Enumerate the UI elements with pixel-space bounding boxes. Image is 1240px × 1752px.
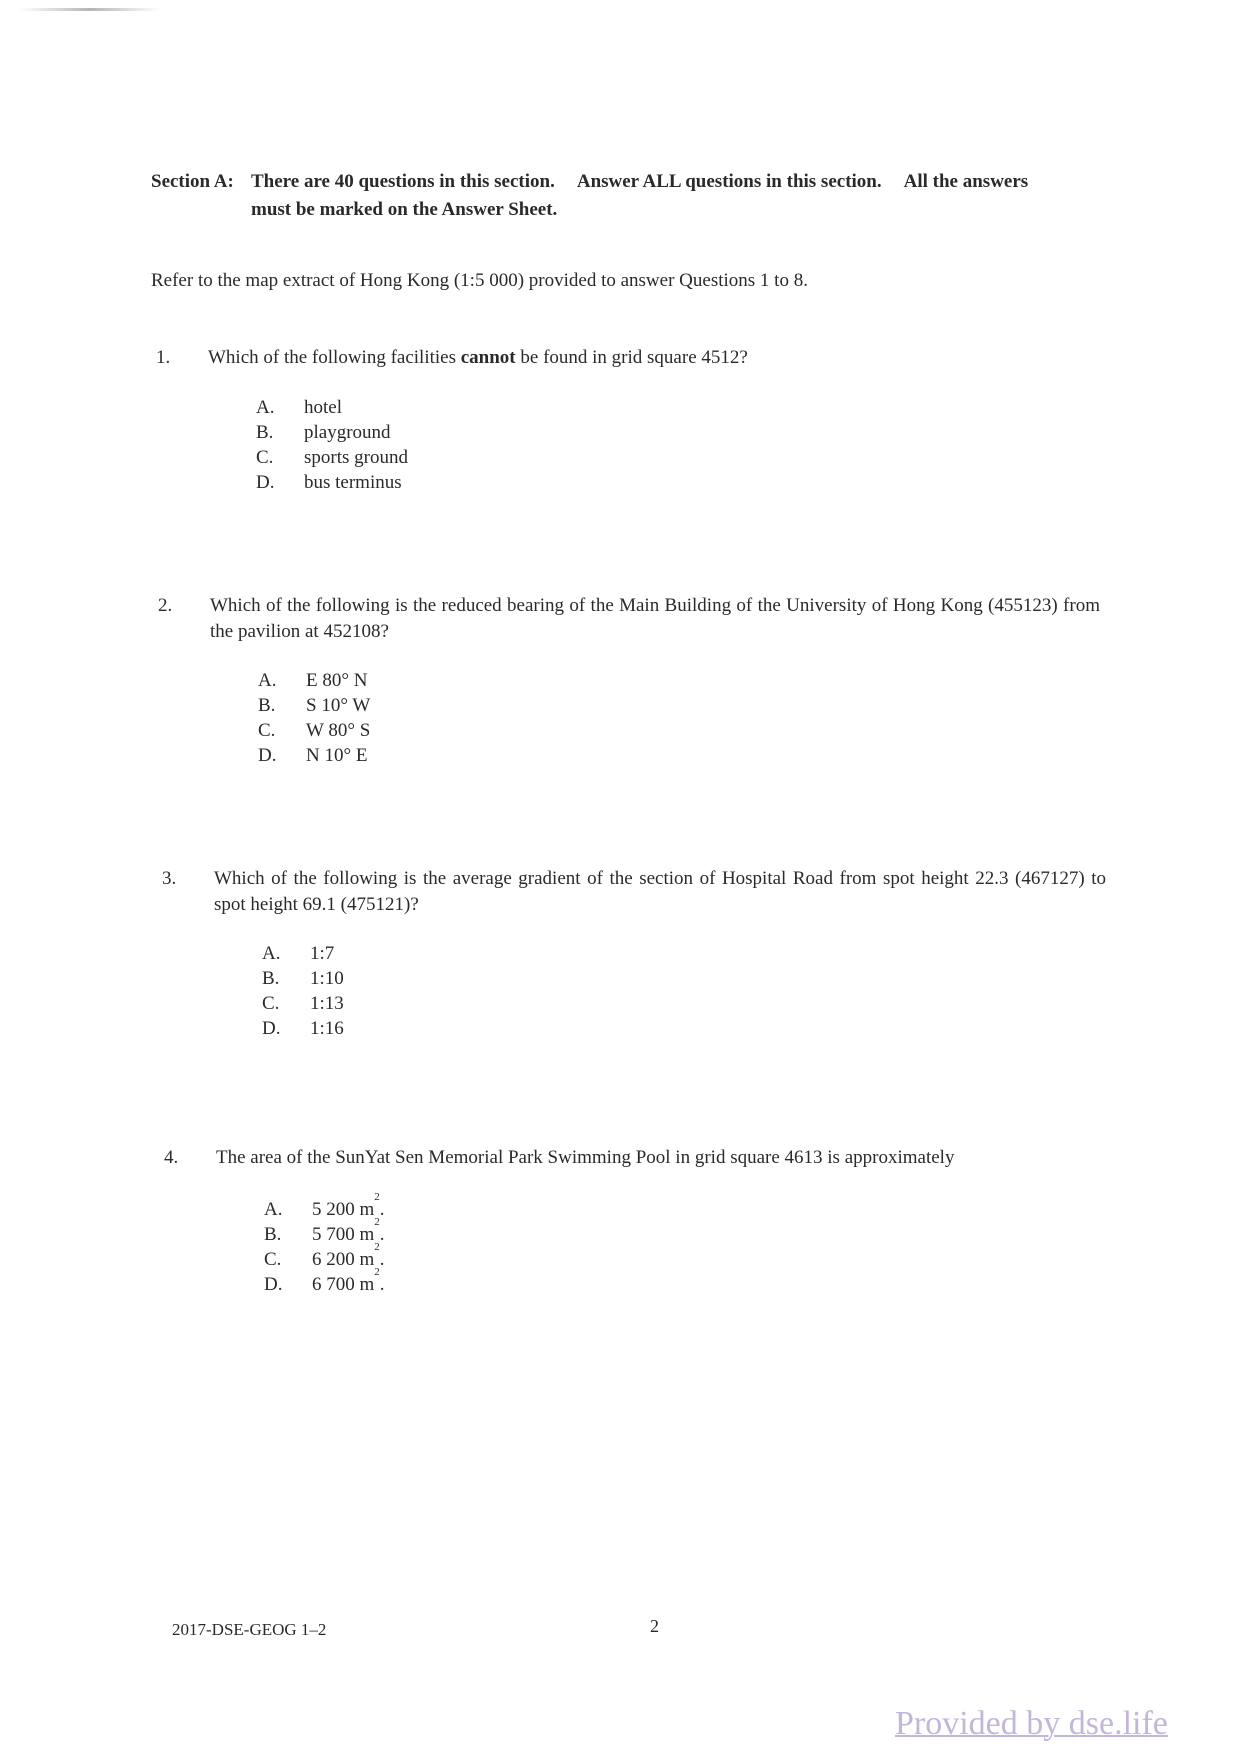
paper-code: 2017-DSE-GEOG 1–2 (172, 1620, 327, 1639)
question-number: 4. (164, 1147, 179, 1168)
section-label: Section A: (151, 171, 234, 192)
option-b: B. 1:10 (262, 968, 344, 989)
question-stem: Which of the following facilities cannot be found in grid square 4512? (208, 347, 748, 368)
option-list (262, 941, 344, 1041)
option-d: D. bus terminus (256, 472, 402, 493)
option-d: D. N 10° E (258, 745, 368, 766)
option-a: A. E 80° N (258, 670, 368, 691)
section-instruction-answer-sheet: must be marked on the Answer Sheet. (251, 199, 558, 220)
question-number: 3. (162, 868, 177, 889)
option-b: B. S 10° W (258, 695, 371, 716)
option-c: C. W 80° S (258, 720, 371, 741)
question-number: 1. (156, 347, 171, 368)
option-c: C. sports ground (256, 447, 408, 468)
question-number: 2. (158, 595, 173, 616)
page-number: 2 (650, 1616, 659, 1636)
option-c: C. 6 200 m 2 . (264, 1241, 385, 1270)
option-a: A. hotel (256, 397, 342, 418)
option-a: A. 5 200 m 2 . (264, 1191, 385, 1220)
option-b: B. 5 700 m 2 . (264, 1216, 385, 1245)
option-list (264, 1191, 385, 1297)
section-instruction-answers: All the answers (903, 171, 1029, 192)
map-reference-intro: Refer to the map extract of Hong Kong (1:5 000) provided to answer Questions 1 to 8. (151, 270, 808, 291)
option-c: C. 1:13 (262, 993, 344, 1014)
option-a: A. 1:7 (262, 943, 335, 964)
emphasis-cannot: cannot (460, 347, 516, 368)
option-list (258, 668, 370, 768)
section-instruction-count: There are 40 questions in this section. (251, 171, 555, 192)
section-instructions (151, 168, 1111, 224)
option-d: D. 6 700 m 2 . (264, 1266, 385, 1295)
option-b: B. playground (256, 422, 391, 443)
option-list (256, 395, 408, 495)
option-d: D. 1:16 (262, 1018, 344, 1039)
section-instruction-answer-all: Answer ALL questions in this section. (576, 171, 882, 192)
question-stem: The area of the SunYat Sen Memorial Park Swimming Pool in grid square 4613 is approximately (216, 1147, 955, 1168)
question-stem: Which of the following is the reduced bearing of the Main Building of the University of Hong Kong (455123) from the pavilion at 452108? (210, 595, 1100, 642)
question-stem: Which of the following is the average gradient of the section of Hospital Road from spot height 22.3 (467127) to spot height 69.1 (475121)? (214, 868, 1106, 915)
watermark-link[interactable]: Provided by dse.life (895, 1705, 1168, 1742)
scan-artifact (20, 8, 160, 11)
